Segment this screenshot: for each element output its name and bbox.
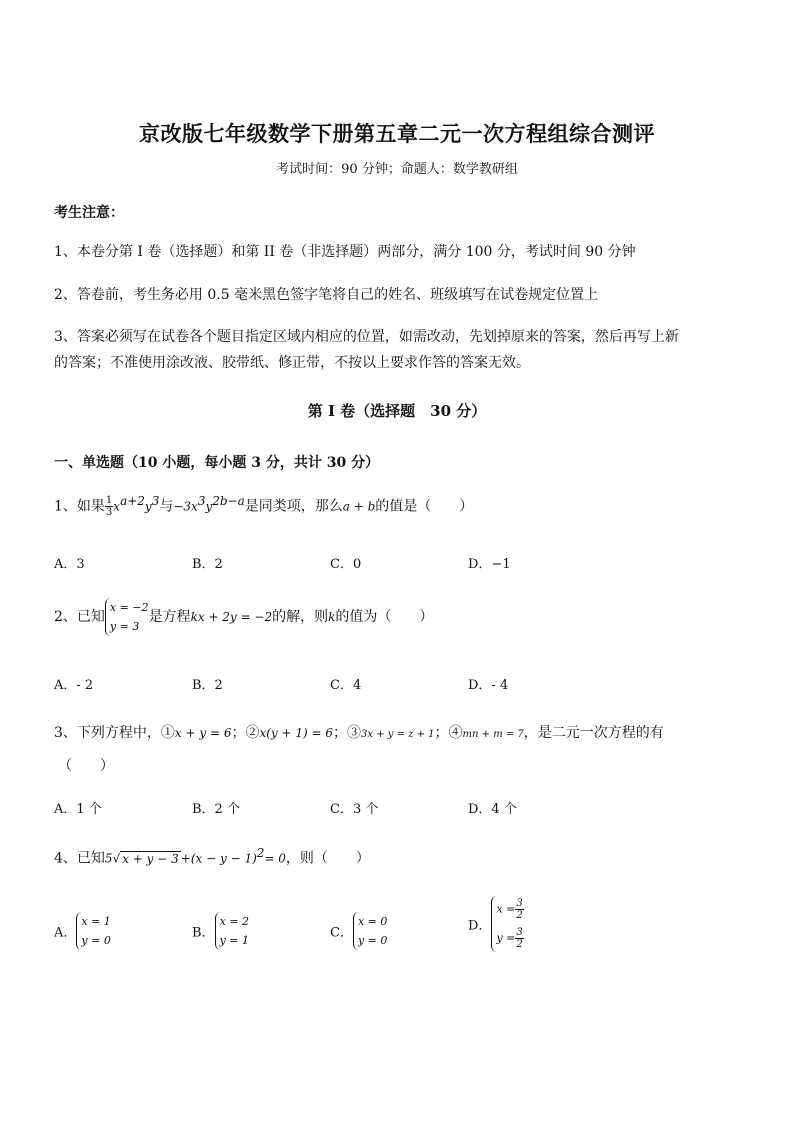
q1-option-a[interactable]: A．3 — [54, 557, 85, 572]
question-3: 3、下列方程中，①x + y = 6；②x(y + 1) = 6；③3x + y = z + 1；④mn + m = 7，是二元一次方程的有 — [54, 725, 664, 741]
q1-option-d[interactable]: D．−1 — [468, 557, 511, 572]
q1-option-b[interactable]: B．2 — [192, 557, 223, 572]
notice-item-3-cont: 的答案；不准使用涂改液、胶带纸、修正带，不按以上要求作答的答案无效。 — [54, 355, 530, 371]
question-1: 1、如果 $\frac{1}{3}$ $x^{a+2}y^3$与$-3x^3y^{2b-a}$是同类项，那么a + b的值是（ ） — [54, 494, 474, 519]
q2-option-a[interactable]: A．- 2 — [54, 678, 94, 693]
q4-option-c[interactable]: C． x = 0 y = 0 — [330, 912, 387, 950]
equation-system: x = −2 y = 3 — [105, 598, 149, 636]
q1-option-c[interactable]: C．0 — [330, 557, 362, 572]
q3-option-c[interactable]: C．3 个 — [330, 802, 379, 817]
q4-option-d[interactable]: D． x = $\frac{3}{2}$ y = $\frac{3}{2}$ — [468, 898, 523, 950]
notice-item-3: 3、答案必须写在试卷各个题目指定区域内相应的位置，如需改动，先划掉原来的答案，然后再写上新 — [54, 329, 679, 345]
question-4: 4、已知5√ $x + y - 3 +(x - y - 1)^2= 0$，则（ ） — [54, 846, 370, 867]
part-title: 一、单选题（10 小题，每小题 3 分，共计 30 分） — [54, 455, 380, 471]
question-3-cont: （ ） — [58, 758, 114, 774]
notice-item-1: 1、本卷分第 I 卷（选择题）和第 II 卷（非选择题）两部分，满分 100 分，考试时间 90 分钟 — [54, 244, 636, 260]
notice-heading: 考生注意： — [54, 205, 124, 221]
q2-option-b[interactable]: B．2 — [192, 678, 223, 693]
q2-option-c[interactable]: C．4 — [330, 678, 362, 693]
q3-option-d[interactable]: D．4 个 — [468, 802, 517, 817]
question-2: 2、已知 x = −2 y = 3 是方程kx + 2y = −2的解，则k的值为（ ） — [54, 598, 433, 636]
page-subtitle: 考试时间：90 分钟；命题人：数学教研组 — [276, 162, 518, 177]
q3-option-a[interactable]: A．1 个 — [54, 802, 102, 817]
notice-item-2: 2、答卷前，考生务必用 0.5 毫米黑色签字笔将自己的姓名、班级填写在试卷规定位置上 — [54, 287, 599, 303]
sqrt-radicand: x + y − 3 — [122, 851, 179, 866]
q4-option-b[interactable]: B． x = 2 y = 1 — [192, 912, 249, 950]
section-title: 第 I 卷（选择题 30 分） — [307, 402, 487, 420]
page-title: 京改版七年级数学下册第五章二元一次方程组综合测评 — [139, 121, 655, 146]
q3-option-b[interactable]: B．2 个 — [192, 802, 240, 817]
fraction: $\frac{1}{3}$ — [105, 495, 113, 519]
q4-option-a[interactable]: A． x = 1 y = 0 — [54, 912, 111, 950]
q2-option-d[interactable]: D．- 4 — [468, 678, 509, 693]
